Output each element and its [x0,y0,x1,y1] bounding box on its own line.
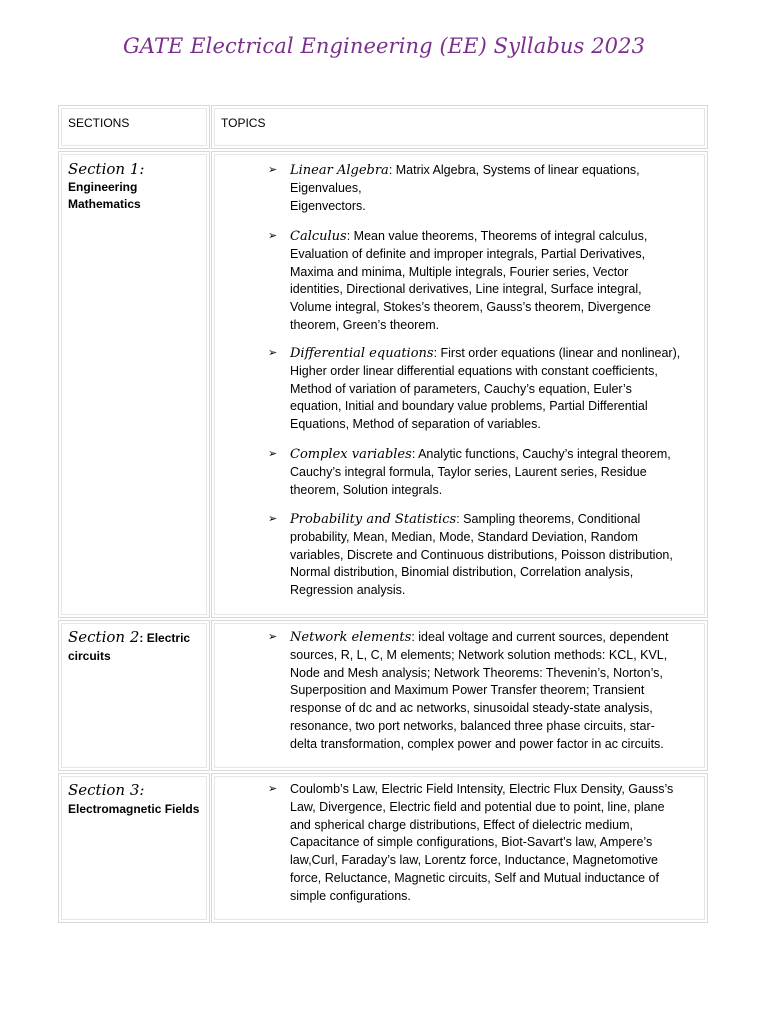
topic-line: : ideal voltage and current sources, dependent [411,630,669,644]
topic-line: Normal distribution, Binomial distribution, Correlation analysis, [290,565,634,580]
section-2-heading-suffix: : Electric [139,631,191,645]
topic-line: Superposition and Maximum Power Transfer theorem; Transient [290,683,645,698]
page-title: GATE Electrical Engineering (EE) Syllabus 2023 [122,34,646,58]
topic-complex-variables [268,446,702,499]
topic-name: Differential equations [290,346,434,361]
topic-line: variables, Discrete and Continuous distributions, Poisson distribution, [290,547,673,562]
topic-name: Linear Algebra [290,163,389,178]
topic-line: delta transformation, complex power and power factor in ac circuits. [290,736,664,751]
topic-line: : Mean value theorems, Theorems of integral calculus, [346,229,648,243]
section-2-heading: Section 2 [68,628,140,646]
topic-name: Network elements [290,630,412,645]
topic-line: probability, Mean, Median, Mode, Standard Deviation, Random [290,529,638,544]
topic-line: sources, R, L, C, M elements; Network solution methods: KCL, KVL, [290,647,668,662]
topic-line: simple configurations. [290,888,411,903]
section-1-label-cell [58,151,210,618]
topic-line: : Sampling theorems, Conditional [456,512,641,526]
topic-line: Eigenvalues, [290,180,362,195]
topic-line: : Analytic functions, Cauchy’s integral theorem, [411,447,671,461]
topic-line: Regression analysis. [290,583,406,598]
topic-line: : First order equations (linear and nonlinear), [433,346,681,360]
topic-probability-statistics [268,511,702,600]
bullet-arrow-icon: ➢ [268,783,278,795]
header-sections-label: SECTIONS [68,116,130,130]
bullet-arrow-icon: ➢ [268,164,278,176]
topic-electromagnetic-fields [268,781,702,906]
topic-network-elements [268,629,702,754]
topic-line: Evaluation of definite and improper integrals, Partial Derivatives, [290,246,646,261]
topic-line: response of dc and ac networks, sinusoidal steady-state analysis, [290,701,653,716]
section-3-subtitle: Electromagnetic Fields [68,802,200,816]
topic-line: theorem, Solution integrals. [290,482,443,497]
topic-differential-equations [268,345,702,434]
topic-line: and spherical charge distributions, Effect of dielectric medium, [290,817,633,832]
bullet-arrow-icon: ➢ [268,631,278,643]
topic-name: Probability and Statistics [290,512,457,527]
bullet-arrow-icon: ➢ [268,513,278,525]
section-3-heading: Section 3 [68,781,140,799]
section-2-subtitle: circuits [68,649,111,663]
topic-line: law,Curl, Faraday’s law, Lorentz force, Inductance, Magnetomotive [290,853,659,868]
section-2-label [68,628,206,665]
topic-line: Volume integral, Stokes’s theorem, Gauss’s theorem, Divergence [290,300,651,315]
topic-line: Equations, Method of separation of variables. [290,417,541,432]
topic-line: Maxima and minima, Multiple integrals, Fourier series, Vector [290,264,629,279]
topic-line: Law, Divergence, Electric field and potential due to point, line, plane [290,799,665,814]
topic-line: theorem, Green’s theorem. [290,317,440,332]
topic-line: : Matrix Algebra, Systems of linear equations, [388,163,640,177]
section-3-heading-suffix: : [139,781,145,799]
topic-line: Method of variation of parameters, Cauchy’s equation, Euler’s [290,381,632,396]
section-1-subtitle-line-2: Mathematics [68,197,141,211]
topic-line: equation, Initial and boundary value problems, Partial Differential [290,399,648,414]
section-3-label [68,781,206,818]
topic-line: Coulomb’s Law, Electric Field Intensity, Electric Flux Density, Gauss’s [290,782,674,796]
topic-line: Cauchy’s integral formula, Taylor series, Laurent series, Residue [290,464,647,479]
section-1-heading: Section 1: [68,160,145,178]
topic-name: Calculus [290,229,347,244]
header-topics-label: TOPICS [221,116,266,130]
section-1-label [68,160,206,213]
bullet-arrow-icon: ➢ [268,347,278,359]
section-1-subtitle-line-1: Engineering [68,180,138,194]
bullet-arrow-icon: ➢ [268,230,278,242]
topic-calculus [268,228,702,335]
topic-line: identities, Directional derivatives, Line integral, Surface integral, [290,282,642,297]
topic-line: Eigenvectors. [290,198,366,213]
topic-linear-algebra [268,162,702,215]
topic-line: force, Reluctance, Magnetic circuits, Self and Mutual inductance of [290,870,659,885]
topic-line: resonance, two port networks, balanced three phase circuits, star- [290,718,655,733]
topic-line: Higher order linear differential equations with constant coefficients, [290,363,658,378]
bullet-arrow-icon: ➢ [268,448,278,460]
topic-line: Capacitance of simple configurations, Biot-Savart’s law, Ampere’s [290,835,653,850]
topic-line: Node and Mesh analysis; Network Theorems: Thevenin’s, Norton’s, [290,665,663,680]
topic-name: Complex variables [290,447,412,462]
header-cell-topics [211,105,708,149]
